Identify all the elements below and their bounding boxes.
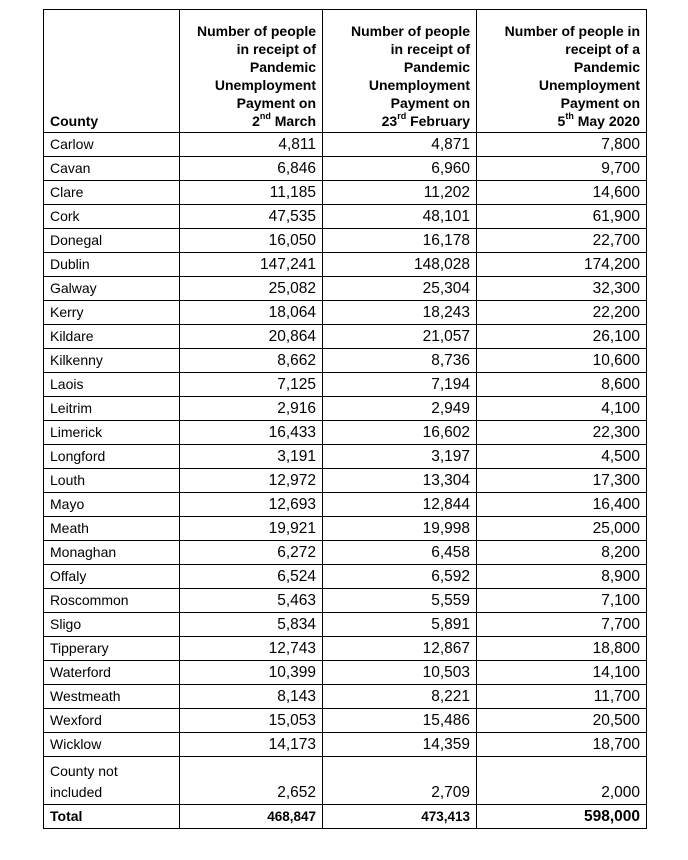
county-column-header: County <box>44 10 180 133</box>
february-value-cell: 148,028 <box>323 253 477 277</box>
may-value-cell: 10,600 <box>477 349 647 373</box>
header-line: Unemployment <box>214 77 316 93</box>
table-row <box>44 373 647 397</box>
march-value-cell: 6,846 <box>180 157 323 181</box>
february-value-cell: 10,503 <box>323 661 477 685</box>
march-value-cell: 6,272 <box>180 541 323 565</box>
header-line: Number of people <box>350 23 470 39</box>
header-day: 2 <box>252 113 260 129</box>
header-day: 5 <box>557 113 566 129</box>
february-value-cell: 3,197 <box>323 445 477 469</box>
county-cell: Roscommon <box>44 589 180 613</box>
county-cell: Wexford <box>44 709 180 733</box>
county-cell: Carlow <box>44 133 180 157</box>
february-value-cell: 13,304 <box>323 469 477 493</box>
county-cell: Limerick <box>44 421 180 445</box>
table-row-county-not-included <box>44 757 647 805</box>
may-value-cell: 7,800 <box>477 133 647 157</box>
header-date <box>483 112 640 130</box>
table-row <box>44 181 647 205</box>
february-value-cell: 6,458 <box>323 541 477 565</box>
county-cell: Tipperary <box>44 637 180 661</box>
february-value-cell: 19,998 <box>323 517 477 541</box>
table-row <box>44 565 647 589</box>
total-label-cell: Total <box>44 805 180 829</box>
march-value-cell: 14,173 <box>180 733 323 757</box>
february-value-cell: 21,057 <box>323 325 477 349</box>
march-total-cell: 468,847 <box>180 805 323 829</box>
march-value-cell: 11,185 <box>180 181 323 205</box>
may-value-cell: 4,500 <box>477 445 647 469</box>
table-row <box>44 589 647 613</box>
county-cell: Waterford <box>44 661 180 685</box>
header-line: Number of people in <box>504 23 640 39</box>
header-month: February <box>406 113 470 129</box>
may-value-cell: 22,700 <box>477 229 647 253</box>
county-cell: Clare <box>44 181 180 205</box>
header-line: Unemployment <box>538 77 640 93</box>
header-day-suffix: rd <box>397 111 407 122</box>
county-cell: Louth <box>44 469 180 493</box>
may-value-cell: 11,700 <box>477 685 647 709</box>
table-row <box>44 397 647 421</box>
table-header-row <box>44 10 647 133</box>
march-value-cell: 6,524 <box>180 565 323 589</box>
county-cell: Donegal <box>44 229 180 253</box>
header-date <box>329 112 470 130</box>
march-value-cell: 2,652 <box>180 757 323 805</box>
february-value-cell: 6,592 <box>323 565 477 589</box>
header-month: March <box>270 113 316 129</box>
may-value-cell: 7,700 <box>477 613 647 637</box>
county-cell: Galway <box>44 277 180 301</box>
may-value-cell: 8,600 <box>477 373 647 397</box>
may-value-cell: 22,300 <box>477 421 647 445</box>
february-value-cell: 12,844 <box>323 493 477 517</box>
table-row <box>44 157 647 181</box>
march-value-cell: 7,125 <box>180 373 323 397</box>
county-cell: Dublin <box>44 253 180 277</box>
february-value-cell: 8,221 <box>323 685 477 709</box>
header-line: Pandemic <box>403 59 470 75</box>
header-line: Pandemic <box>249 59 316 75</box>
march-value-cell: 20,864 <box>180 325 323 349</box>
header-day: 23 <box>381 113 398 129</box>
county-cell: Sligo <box>44 613 180 637</box>
may-value-cell: 8,200 <box>477 541 647 565</box>
table-row <box>44 445 647 469</box>
table-row-total <box>44 805 647 829</box>
february-total-cell: 473,413 <box>323 805 477 829</box>
march-value-cell: 18,064 <box>180 301 323 325</box>
march-value-cell: 12,693 <box>180 493 323 517</box>
may-value-cell: 8,900 <box>477 565 647 589</box>
may-value-cell: 4,100 <box>477 397 647 421</box>
table-row <box>44 493 647 517</box>
february-value-cell: 16,178 <box>323 229 477 253</box>
march-value-cell: 147,241 <box>180 253 323 277</box>
february-value-cell: 15,486 <box>323 709 477 733</box>
pup-county-table <box>43 9 647 829</box>
table-row <box>44 349 647 373</box>
february-value-cell: 7,194 <box>323 373 477 397</box>
county-cell: Laois <box>44 373 180 397</box>
march-value-cell: 4,811 <box>180 133 323 157</box>
march-value-cell: 5,834 <box>180 613 323 637</box>
header-line: Number of people <box>196 23 316 39</box>
table-row <box>44 685 647 709</box>
header-line: Pandemic <box>573 59 640 75</box>
table-row <box>44 661 647 685</box>
county-cell: Meath <box>44 517 180 541</box>
march-value-cell: 3,191 <box>180 445 323 469</box>
header-line: in receipt of <box>390 41 470 57</box>
february-value-cell: 4,871 <box>323 133 477 157</box>
february-value-cell: 25,304 <box>323 277 477 301</box>
february-value-cell: 12,867 <box>323 637 477 661</box>
county-cell: Leitrim <box>44 397 180 421</box>
may-value-cell: 18,700 <box>477 733 647 757</box>
table-row <box>44 277 647 301</box>
march-value-cell: 12,972 <box>180 469 323 493</box>
march-value-cell: 12,743 <box>180 637 323 661</box>
header-day-suffix: nd <box>259 111 271 122</box>
county-cell: Cork <box>44 205 180 229</box>
county-cell: Kilkenny <box>44 349 180 373</box>
table-row <box>44 613 647 637</box>
may-value-cell: 22,200 <box>477 301 647 325</box>
may-value-cell: 9,700 <box>477 157 647 181</box>
march-value-cell: 25,082 <box>180 277 323 301</box>
february-value-cell: 14,359 <box>323 733 477 757</box>
table-row <box>44 469 647 493</box>
table-row <box>44 709 647 733</box>
march-value-cell: 15,053 <box>180 709 323 733</box>
header-line: Unemployment <box>368 77 470 93</box>
march-value-cell: 19,921 <box>180 517 323 541</box>
march-value-cell: 2,916 <box>180 397 323 421</box>
march-value-cell: 47,535 <box>180 205 323 229</box>
county-cell: Longford <box>44 445 180 469</box>
table-row <box>44 421 647 445</box>
may-value-cell: 20,500 <box>477 709 647 733</box>
march-value-cell: 8,143 <box>180 685 323 709</box>
county-cell: Wicklow <box>44 733 180 757</box>
march-value-cell: 5,463 <box>180 589 323 613</box>
table-row <box>44 253 647 277</box>
february-value-cell: 11,202 <box>323 181 477 205</box>
may-value-cell: 32,300 <box>477 277 647 301</box>
county-cell: Kerry <box>44 301 180 325</box>
february-value-cell: 18,243 <box>323 301 477 325</box>
table-row <box>44 733 647 757</box>
table-row <box>44 205 647 229</box>
march-value-cell: 16,433 <box>180 421 323 445</box>
header-line: Payment on <box>390 95 470 111</box>
may-value-cell: 7,100 <box>477 589 647 613</box>
february-value-cell: 16,602 <box>323 421 477 445</box>
march-value-cell: 8,662 <box>180 349 323 373</box>
header-line: Payment on <box>236 95 316 111</box>
may-value-cell: 2,000 <box>477 757 647 805</box>
february-value-cell: 5,559 <box>323 589 477 613</box>
header-month: May 2020 <box>573 113 640 129</box>
may-value-cell: 18,800 <box>477 637 647 661</box>
header-day-suffix: th <box>565 111 574 122</box>
march-value-cell: 16,050 <box>180 229 323 253</box>
may-column-header <box>477 10 647 133</box>
march-column-header <box>180 10 323 133</box>
february-value-cell: 8,736 <box>323 349 477 373</box>
county-cell <box>44 757 180 805</box>
may-value-cell: 61,900 <box>477 205 647 229</box>
header-line: receipt of a <box>565 41 640 57</box>
county-cell: Offaly <box>44 565 180 589</box>
may-value-cell: 25,000 <box>477 517 647 541</box>
pup-county-table-wrapper <box>43 9 647 829</box>
may-value-cell: 26,100 <box>477 325 647 349</box>
may-value-cell: 17,300 <box>477 469 647 493</box>
table-row <box>44 229 647 253</box>
county-label-line: included <box>50 784 103 800</box>
may-value-cell: 174,200 <box>477 253 647 277</box>
header-line: in receipt of <box>236 41 316 57</box>
may-value-cell: 14,600 <box>477 181 647 205</box>
may-total-cell: 598,000 <box>477 805 647 829</box>
county-cell: Westmeath <box>44 685 180 709</box>
may-value-cell: 14,100 <box>477 661 647 685</box>
table-row <box>44 325 647 349</box>
february-value-cell: 6,960 <box>323 157 477 181</box>
header-date <box>186 112 316 130</box>
county-cell: Mayo <box>44 493 180 517</box>
county-cell: Cavan <box>44 157 180 181</box>
table-row <box>44 133 647 157</box>
february-value-cell: 2,709 <box>323 757 477 805</box>
table-row <box>44 517 647 541</box>
table-row <box>44 301 647 325</box>
february-value-cell: 2,949 <box>323 397 477 421</box>
county-label-line: County not <box>50 763 118 779</box>
header-line: Payment on <box>560 95 640 111</box>
table-row <box>44 541 647 565</box>
february-value-cell: 48,101 <box>323 205 477 229</box>
table-body <box>44 133 647 829</box>
february-column-header <box>323 10 477 133</box>
march-value-cell: 10,399 <box>180 661 323 685</box>
county-cell: Kildare <box>44 325 180 349</box>
may-value-cell: 16,400 <box>477 493 647 517</box>
february-value-cell: 5,891 <box>323 613 477 637</box>
table-row <box>44 637 647 661</box>
county-cell: Monaghan <box>44 541 180 565</box>
